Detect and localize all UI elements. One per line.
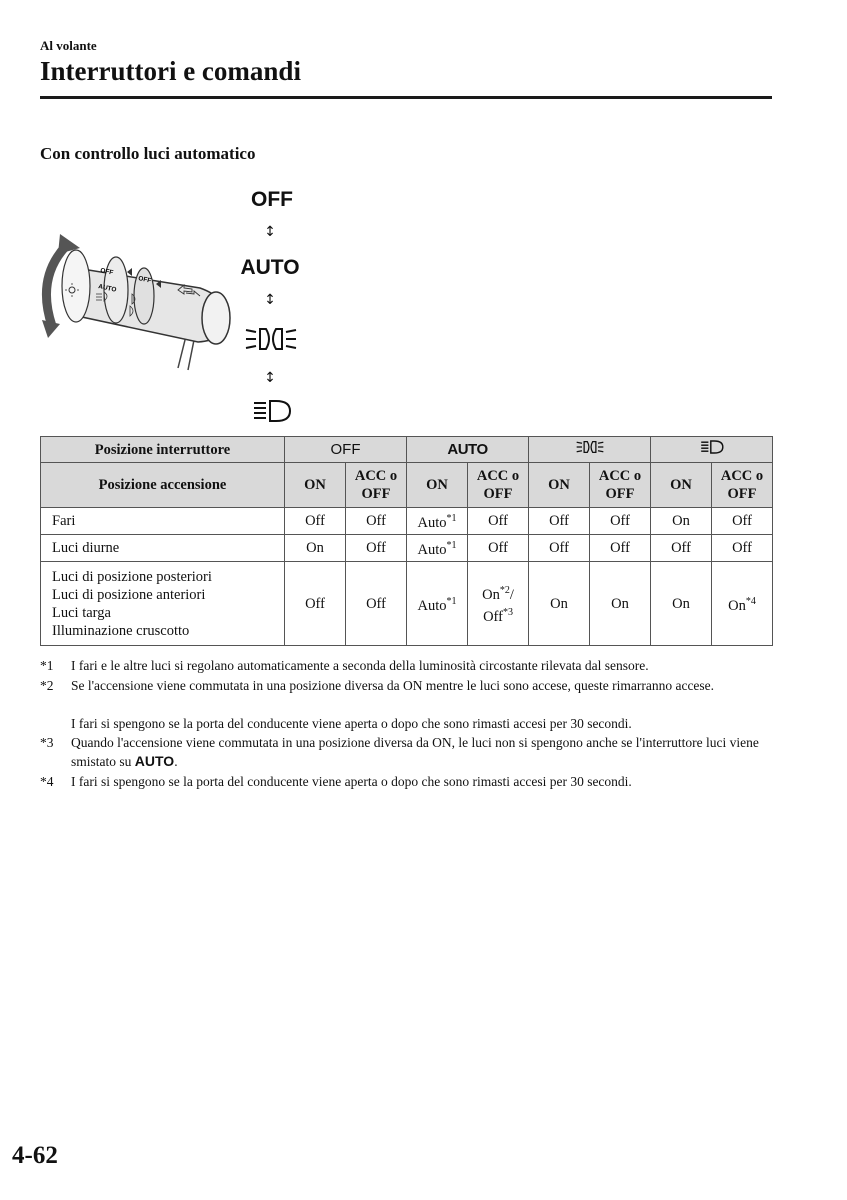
header-ignition-col: ON [285,463,346,508]
row-label-line: Luci di posizione posteriori [52,568,212,585]
header-ignition-col: ON [407,463,468,508]
cell-value: On [611,595,629,612]
page-number: 4-62 [12,1142,58,1169]
table-cell [346,508,407,535]
footnote-mark: *1 [40,658,54,673]
footnote-text-end: . [174,754,178,769]
auto-inline-label: AUTO [134,753,175,769]
table-cell [590,508,651,535]
row-label-line: Luci di posizione anteriori [52,586,206,603]
header-col-off: OFF [285,437,407,463]
page-title: Interruttori e comandi [40,56,301,86]
footnote [40,733,772,771]
footnote [40,772,772,791]
lever-label-off-2: OFF [137,275,152,285]
cell-value: Off [366,513,386,529]
updown-arrow-icon: ↕ [264,292,276,308]
position-label-auto: AUTO [240,256,300,279]
cell-value: Auto [417,514,447,531]
cell-value: Auto [417,541,447,558]
footnote-text-body: Quando l'accensione viene commutata in una posizione diversa da ON, le luci non si spengono anche se l'interruttore luci viene smistato su [71,735,759,769]
footnote-mark: *4 [40,774,54,789]
table-cell [285,535,346,562]
table-row [41,535,773,562]
cell-value: Off [305,595,325,612]
header-ignition-col: ON [651,463,712,508]
row-label-line: Illuminazione cruscotto [52,622,190,639]
footnote-text: I fari e le altre luci si regolano automaticamente a seconda della luminosità circostante rilevata dal sensore. [71,658,649,673]
cell-value: On [550,595,568,612]
position-lamps-icon [244,324,298,354]
cell-value: Off [671,540,691,556]
cell-footnote-ref: *1 [446,595,457,607]
section-heading: Con controllo luci automatico [40,144,256,163]
footnote-text: Se l'accensione viene commutata in una posizione diversa da ON mentre le luci sono accese, queste rimarranno accese. [71,678,715,693]
header-col-position-lamps [529,437,651,463]
cell-value: On [672,595,690,612]
table-row [41,508,773,535]
header-ignition-col: ACC o OFF [590,463,651,508]
header-switch-position: Posizione interruttore [41,437,285,463]
cell-value: Auto [417,597,447,614]
table-cell [529,562,590,646]
breadcrumb: Al volante [40,38,97,53]
lever-label-off-1: OFF [99,267,114,277]
header-ignition-col: ACC o OFF [712,463,773,508]
cell-footnote-ref: *2 [499,584,510,596]
table-cell [712,562,773,646]
footnote-mark: *3 [40,735,54,750]
table-cell [468,535,529,562]
table-cell [529,535,590,562]
table-cell [651,508,712,535]
cell-value: Off [483,608,503,625]
row-label-line: Luci targa [52,604,111,621]
row-label [41,562,285,646]
position-lamps-icon [575,439,605,455]
cell-footnote-ref: *1 [446,513,457,525]
cell-value: Off [366,540,386,556]
row-label: Fari [41,508,285,535]
table-cell [407,508,468,535]
table-cell [407,562,468,646]
cell-value: On [728,597,746,614]
headlights-icon [700,439,724,455]
footnote-text [71,733,771,771]
headlights-icon [252,398,292,424]
header-col-headlights [651,437,773,463]
updown-arrow-icon: ↕ [264,224,276,240]
table-header-row [41,463,773,508]
position-label-off: OFF [251,188,293,211]
footnote [40,714,772,733]
header-ignition-position: Posizione accensione [41,463,285,508]
table-cell [712,508,773,535]
table-row [41,562,773,646]
table-cell [529,508,590,535]
cell-value: On [672,513,690,529]
cell-value: On [482,586,500,603]
table-cell [285,508,346,535]
lever-label-auto: AUTO [97,283,117,294]
cell-separator: / [509,586,514,603]
table-cell [346,535,407,562]
table-cell [590,562,651,646]
lights-table [40,436,773,646]
cell-value: Off [366,595,386,612]
footnote [40,676,772,714]
table-header-row [41,437,773,463]
cell-value: Off [305,513,325,529]
table-cell [285,562,346,646]
light-switch-lever-illustration [28,228,238,378]
header-ignition-col: ACC o OFF [468,463,529,508]
header-ignition-col: ON [529,463,590,508]
table-cell [590,535,651,562]
cell-value: Off [488,513,508,529]
table-cell [651,562,712,646]
table-cell [468,508,529,535]
table-cell [712,535,773,562]
title-divider [40,96,772,99]
footnote [40,656,772,675]
table-cell [651,535,712,562]
cell-value: On [306,540,324,556]
cell-footnote-ref: *1 [446,540,457,552]
cell-value: Off [488,540,508,556]
table-cell [407,535,468,562]
cell-value: Off [610,513,630,529]
cell-footnote-ref: *4 [745,595,756,607]
cell-value: Off [732,513,752,529]
footnote-mark: *2 [40,678,54,693]
cell-value: Off [549,540,569,556]
cell-value: Off [549,513,569,529]
footnote-text: I fari si spengono se la porta del conducente viene aperta o dopo che sono rimasti accesi per 30 secondi. [71,716,632,731]
row-label: Luci diurne [41,535,285,562]
header-col-auto: AUTO [407,437,529,463]
table-cell [468,562,529,646]
header-ignition-col: ACC o OFF [346,463,407,508]
table-cell [346,562,407,646]
cell-value: Off [732,540,752,556]
updown-arrow-icon: ↕ [264,370,276,386]
footnote-text: I fari si spengono se la porta del conducente viene aperta o dopo che sono rimasti accesi per 30 secondi. [71,774,632,789]
cell-value: Off [610,540,630,556]
cell-footnote-ref: *3 [502,606,513,618]
